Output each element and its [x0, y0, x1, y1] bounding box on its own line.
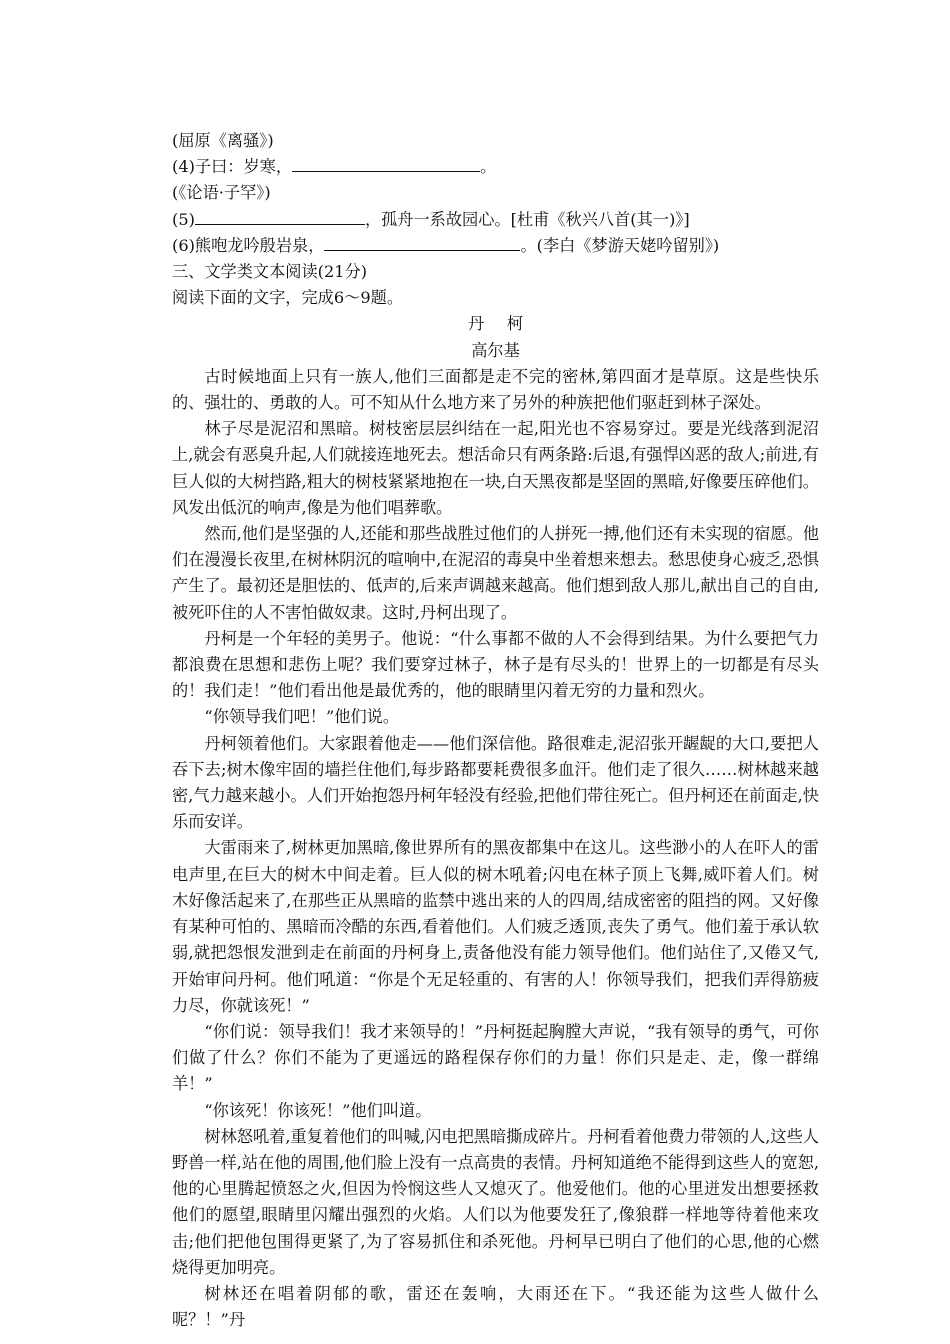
answer-blank: [292, 155, 480, 172]
question-5-number: (5): [172, 209, 195, 229]
paragraph: 树林还在唱着阴郁的歌，雷还在轰响，大雨还在下。“我还能为这些人做什么呢？！”丹: [172, 1283, 819, 1330]
paragraph: 树林怒吼着,重复着他们的叫喊,闪电把黑暗撕成碎片。丹柯看着他费力带领的人,这些人野兽一样,站在他的周围,他们脸上没有一点高贵的表情。丹柯知道绝不能得到这些人的宽恕,他的心里腾起愤怒之火,但因为怜悯这些人又熄灭了。他爱他们。他的心里迸发出想要拯救他们的愿望,眼睛里闪耀出强烈的火焰。人们以为他要发狂了,像狼群一样地等待着他来攻击;他们把他包围得更紧了,为了容易抓住和杀死他。丹柯早已明白了他们的心思,他的心燃烧得更加明亮。: [172, 1126, 819, 1277]
paragraph: 大雷雨来了,树林更加黑暗,像世界所有的黑夜都集中在这儿。这些渺小的人在吓人的雷电声里,在巨大的树木中间走着。巨人似的树木吼着;闪电在林子顶上飞舞,威吓着人们。树木好像活起来了,在那些正从黑暗的监禁中逃出来的人的四周,结成密密的阻挡的网。又好像有某种可怕的、黑暗而冷酷的东西,看着他们。人们疲乏透顶,丧失了勇气。他们羞于承认软弱,就把怨恨发泄到走在前面的丹柯身上,责备他没有能力领导他们。他们站住了,又倦又气,开始审问丹柯。他们吼道：“你是个无足轻重的、有害的人！你领导我们，把我们弄得筋疲力尽，你就该死！”: [172, 838, 819, 1015]
source-citation: (屈原《离骚》): [172, 131, 274, 150]
answer-blank: [324, 234, 520, 251]
paragraph: “你领导我们吧！”他们说。: [204, 707, 400, 727]
section-heading: 三、文学类文本阅读(21分): [172, 262, 368, 282]
instruction-text: 阅读下面的文字，完成6～9题。: [172, 288, 404, 308]
paragraph: 丹柯是一个年轻的美男子。他说：“什么事都不做的人不会得到结果。为什么要把气力都浪费在思想和悲伤上呢？我们要穿过林子，林子是有尽头的！世界上的一切都是有尽头的！我们走！”他们看出他是最优秀的，他的眼睛里闪着无穷的力量和烈火。: [172, 628, 819, 701]
question-6-prompt: (6)熊咆龙吟殷岩泉，: [172, 235, 325, 255]
question-5-suffix: ，孤舟一系故园心。[杜甫《秋兴八首(其一)》]: [364, 209, 690, 229]
question-5: [172, 207, 819, 233]
paragraph: “你们说：领导我们！我才来领导的！”丹柯挺起胸膛大声说，“我有领导的勇气，可你们做了什么？你们不能为了更遥远的路程保存你们的力量！你们只是走、走，像一群绵羊！”: [172, 1021, 819, 1094]
paragraph: 古时候地面上只有一族人,他们三面都是走不完的密林,第四面才是草原。这是些快乐的、强壮的、勇敢的人。可不知从什么地方来了另外的种族把他们驱赶到林子深处。: [172, 366, 819, 413]
paragraph: “你该死！你该死！”他们叫道。: [204, 1100, 432, 1120]
paragraph: 丹柯领着他们。大家跟着他走——他们深信他。路很难走,泥沼张开龌龊的大口,要把人吞下去;树木像牢固的墙拦住他们,每步路都要耗费很多血汗。他们走了很久……树林越来越密,气力越来越小。人们开始抱怨丹柯年轻没有经验,把他们带往死亡。但丹柯还在前面走,快乐而安详。: [172, 733, 819, 832]
answer-blank: [195, 208, 365, 225]
source-citation: (《论语·子罕》): [172, 183, 271, 203]
paragraph: 林子尽是泥沼和黑暗。树枝密层层纠结在一起,阳光也不容易穿过。要是光线落到泥沼上,就会有恶臭升起,人们就接连地死去。想活命只有两条路:后退,有强悍凶恶的敌人;前进,有巨人似的大树挡路,粗大的树枝紧紧地抱在一块,白天黑夜都是坚固的黑暗,好像要压碎他们。风发出低沉的响声,像是为他们唱葬歌。: [172, 419, 819, 517]
article-author: 高尔基: [471, 340, 520, 360]
question-4: [172, 154, 819, 180]
question-4-suffix: 。: [480, 157, 497, 177]
question-4-prompt: (4)子曰：岁寒，: [172, 157, 293, 177]
article-title: 丹柯: [467, 314, 546, 334]
page-content: [172, 128, 819, 1333]
question-6: [172, 233, 819, 259]
question-6-suffix: 。(李白《梦游天姥吟留别》): [520, 235, 720, 255]
paragraph: 然而,他们是坚强的人,还能和那些战胜过他们的人拼死一搏,他们还有未实现的宿愿。他们在漫漫长夜里,在树林阴沉的喧响中,在泥沼的毒臭中坐着想来想去。愁思使身心疲乏,恐惧产生了。最初还是胆怯的、低声的,后来声调越来越高。他们想到敌人那儿,献出自己的自由,被死吓住的人不害怕做奴隶。这时,丹柯出现了。: [172, 524, 819, 622]
